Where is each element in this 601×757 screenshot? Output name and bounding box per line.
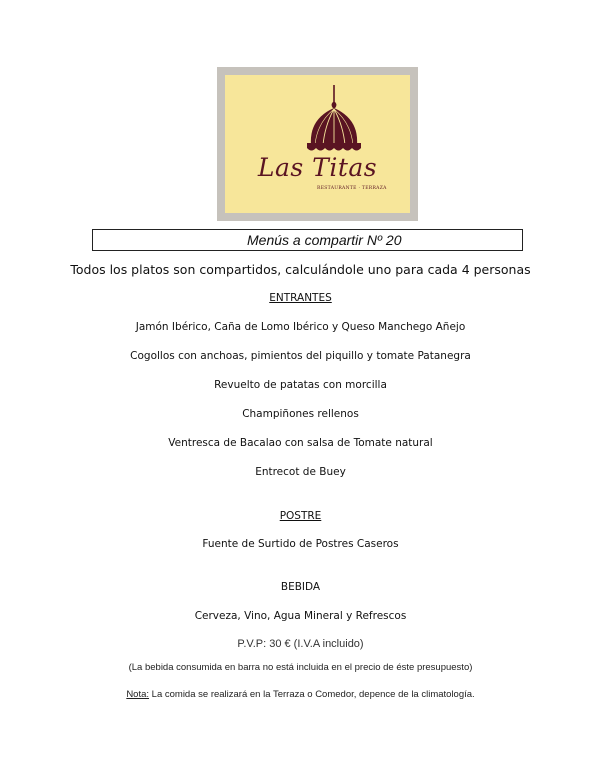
menu-item: Entrecot de Buey	[255, 466, 346, 478]
menu-item: Jamón Ibérico, Caña de Lomo Ibérico y Queso Manchego Añejo	[135, 321, 466, 333]
bebida-item: Cerveza, Vino, Agua Mineral y Refrescos	[194, 610, 407, 622]
price: P.V.P: 30 € (I.V.A incluido)	[237, 638, 364, 650]
restaurant-logo	[217, 67, 418, 221]
menu-item: Cogollos con anchoas, pimientos del piquillo y tomate Patanegra	[130, 350, 471, 362]
postre-item: Fuente de Surtido de Postres Caseros	[202, 538, 399, 550]
note-text: La comida se realizará en la Terraza o Comedor, depence de la climatología.	[149, 689, 475, 700]
logo-tagline: RESTAURANTE · TERRAZA	[317, 186, 387, 191]
menu-item: Champiñones rellenos	[242, 408, 359, 420]
disclaimer: (La bebida consumida en barra no está incluida en el precio de éste presupuesto)	[128, 662, 473, 673]
menu-title-box	[92, 229, 523, 251]
logo-background	[225, 75, 410, 213]
entrantes-heading: ENTRANTES	[269, 292, 332, 304]
logo-wordmark: Las Titas	[257, 153, 378, 182]
menu-item: Ventresca de Bacalao con salsa de Tomate natural	[168, 437, 433, 449]
note	[0, 689, 601, 700]
bebida-heading: BEBIDA	[280, 581, 321, 593]
menu-subtitle: Todos los platos son compartidos, calculándole uno para cada 4 personas	[70, 262, 531, 277]
postre-heading: POSTRE	[279, 510, 322, 522]
menu-title: Menús a compartir Nº 20	[247, 232, 402, 248]
note-label: Nota:	[126, 689, 150, 700]
dome-icon	[225, 75, 410, 213]
menu-item: Revuelto de patatas con morcilla	[214, 379, 387, 391]
